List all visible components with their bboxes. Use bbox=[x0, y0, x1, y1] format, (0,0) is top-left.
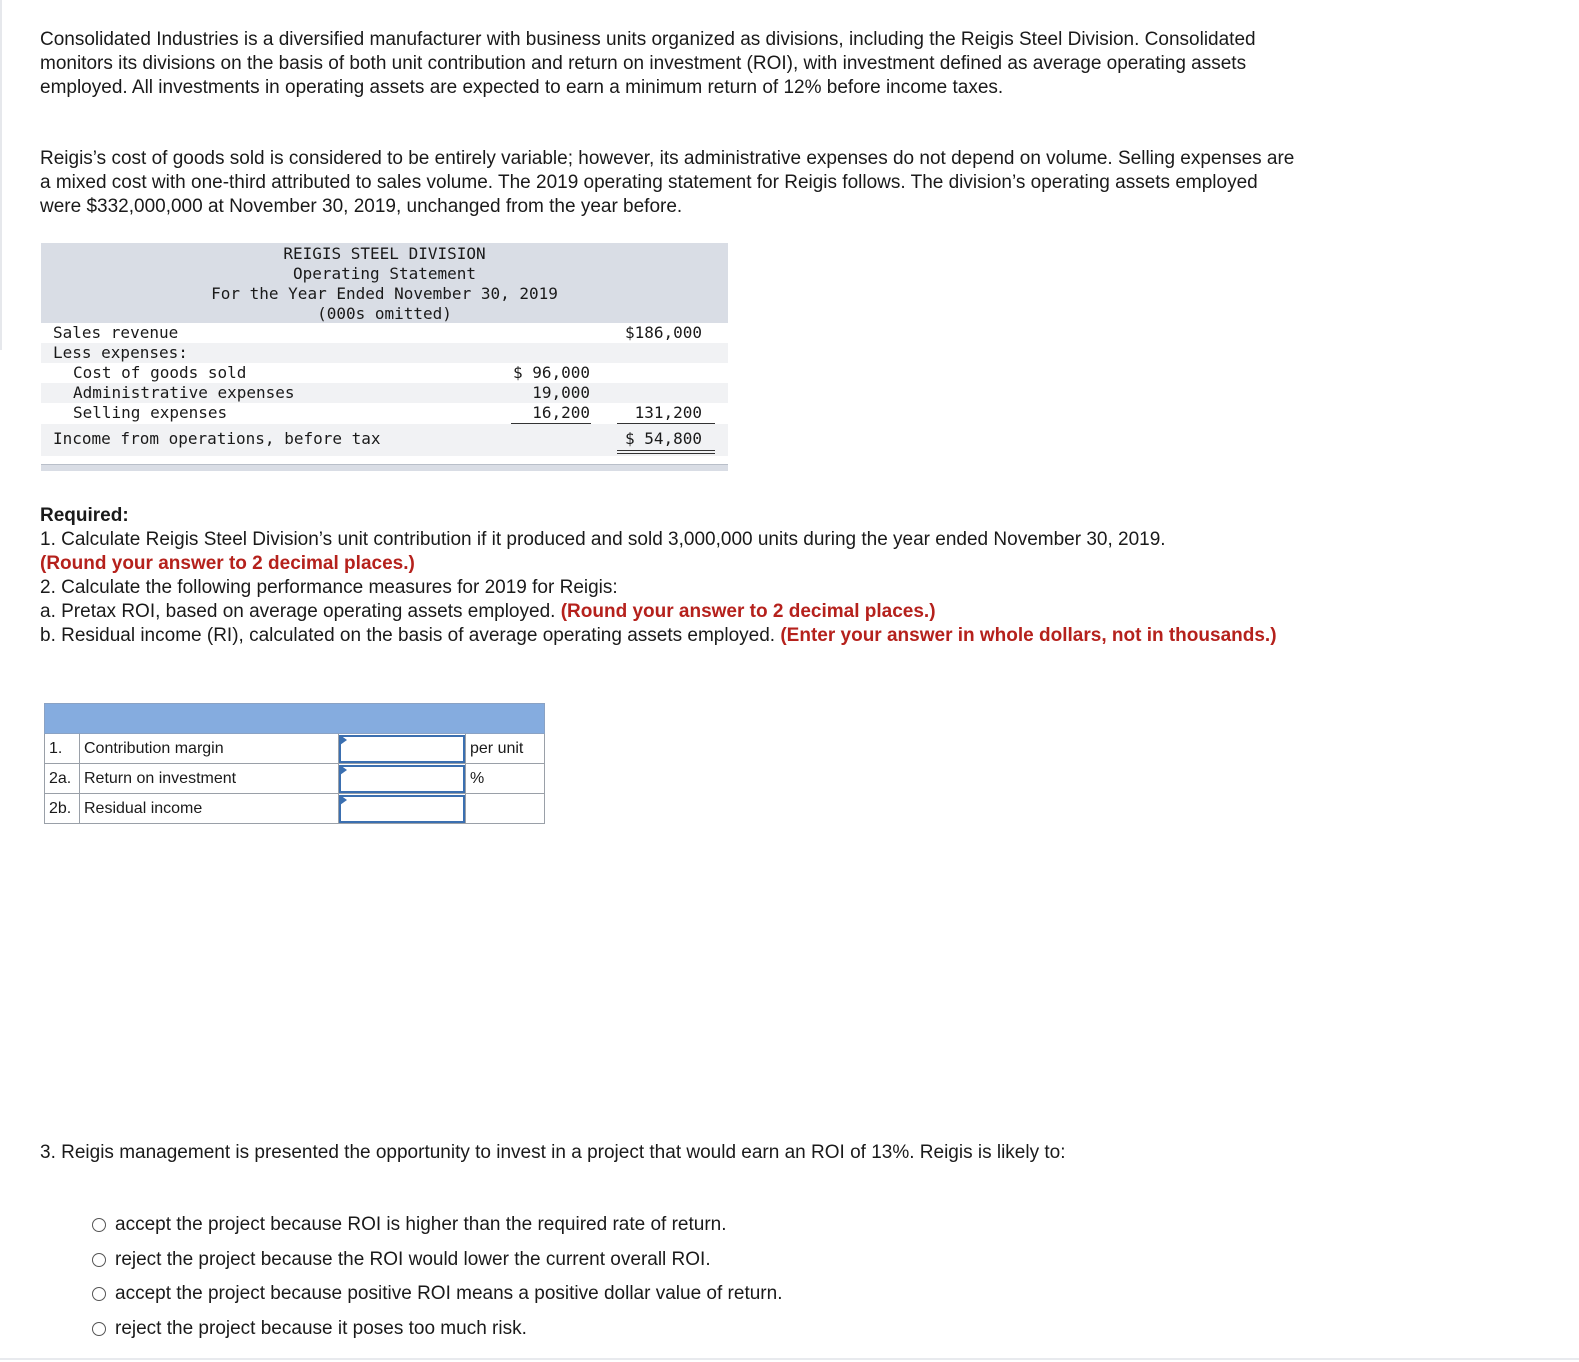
question-2b bbox=[40, 624, 1300, 648]
selling-label: Selling expenses bbox=[73, 403, 228, 422]
question-2: 2. Calculate the following performance measures for 2019 for Reigis: bbox=[40, 577, 618, 598]
sales-revenue-label: Sales revenue bbox=[53, 323, 179, 342]
row-number: 2a. bbox=[45, 764, 80, 794]
admin-row bbox=[41, 383, 728, 403]
option-label: reject the project because the ROI would lower the current overall ROI. bbox=[115, 1248, 711, 1270]
selling-amount: 16,200 bbox=[532, 403, 590, 422]
sales-revenue-total: $186,000 bbox=[624, 323, 702, 342]
row-unit: % bbox=[466, 764, 545, 794]
question-1-note: (Round your answer to 2 decimal places.) bbox=[40, 553, 415, 574]
option-accept-higher-roi[interactable] bbox=[92, 1208, 782, 1243]
question-2a bbox=[40, 600, 1300, 624]
subtotal-underline bbox=[511, 423, 591, 424]
intro-paragraph-1: Consolidated Industries is a diversified manufacturer with business units organized as divisions, including the Reigis Steel Division. Consolidated monitors its divisions on the basis of both unit contribution and return on investment (ROI), with investment defined as average operating assets employed. All investments in operating assets are expected to earn a minimum return of 12% before income taxes. bbox=[40, 29, 1256, 98]
question-1 bbox=[40, 528, 1300, 552]
intro-paragraph-2: Reigis’s cost of goods sold is considered to be entirely variable; however, its administrative expenses do not depend on volume. Selling expenses are a mixed cost with one-third attributed to sales volume. The 2019 operating statement for Reigis follows. The division’s operating assets employed were $332,000,000 at November 30, 2019, unchanged from the year before. bbox=[40, 148, 1295, 217]
radio-button[interactable] bbox=[92, 1322, 106, 1336]
question-2a-note: (Round your answer to 2 decimal places.) bbox=[560, 601, 936, 622]
residual-income-input[interactable] bbox=[339, 795, 465, 823]
answer-table-header bbox=[45, 704, 545, 734]
statement-units-note: (000s omitted) bbox=[317, 304, 452, 323]
left-edge-rule bbox=[0, 0, 2, 350]
contribution-margin-input[interactable] bbox=[339, 735, 465, 763]
selling-row bbox=[41, 403, 728, 423]
statement-bottom-rule bbox=[41, 464, 728, 471]
option-label: accept the project because ROI is higher than the required rate of return. bbox=[115, 1214, 727, 1236]
option-accept-positive-roi[interactable] bbox=[92, 1277, 782, 1312]
statement-subtitle: Operating Statement bbox=[292, 264, 477, 283]
row-label: Return on investment bbox=[80, 764, 339, 794]
option-reject-risk[interactable] bbox=[92, 1312, 782, 1347]
income-total: $ 54,800 bbox=[624, 429, 702, 448]
row-unit bbox=[466, 794, 545, 824]
answer-table bbox=[44, 703, 545, 824]
row-number: 1. bbox=[45, 734, 80, 764]
required-section bbox=[40, 504, 1300, 648]
row-label: Residual income bbox=[80, 794, 339, 824]
admin-label: Administrative expenses bbox=[73, 383, 295, 402]
required-title: Required: bbox=[40, 505, 129, 526]
question-3-options bbox=[92, 1208, 782, 1346]
footer-divider bbox=[0, 1358, 1579, 1360]
operating-statement bbox=[41, 243, 728, 472]
option-label: reject the project because it poses too much risk. bbox=[115, 1317, 527, 1339]
row-number: 2b. bbox=[45, 794, 80, 824]
row-label: Contribution margin bbox=[80, 734, 339, 764]
income-double-underline-2 bbox=[617, 453, 715, 454]
question-2b-note: (Enter your answer in whole dollars, not in thousands.) bbox=[780, 625, 1277, 646]
cogs-row bbox=[41, 363, 728, 383]
radio-button[interactable] bbox=[92, 1287, 106, 1301]
radio-button[interactable] bbox=[92, 1253, 106, 1267]
table-row bbox=[45, 734, 545, 764]
question-2b-text: b. Residual income (RI), calculated on the basis of average operating assets employed. bbox=[40, 625, 776, 646]
less-expenses-label: Less expenses: bbox=[53, 343, 188, 362]
sales-revenue-row bbox=[41, 323, 728, 343]
income-double-underline-1 bbox=[617, 450, 715, 451]
table-row bbox=[45, 794, 545, 824]
statement-title: REIGIS STEEL DIVISION bbox=[283, 244, 486, 263]
cogs-amount: $ 96,000 bbox=[512, 363, 590, 382]
table-row bbox=[45, 764, 545, 794]
total-underline bbox=[617, 423, 715, 424]
income-label: Income from operations, before tax bbox=[53, 429, 381, 448]
income-row bbox=[41, 429, 728, 449]
roi-input[interactable] bbox=[339, 765, 465, 793]
statement-period: For the Year Ended November 30, 2019 bbox=[211, 284, 558, 303]
radio-button[interactable] bbox=[92, 1218, 106, 1232]
admin-amount: 19,000 bbox=[532, 383, 590, 402]
option-reject-lower-roi[interactable] bbox=[92, 1243, 782, 1278]
question-2a-text: a. Pretax ROI, based on average operating assets employed. bbox=[40, 601, 556, 622]
question-1-text: 1. Calculate Reigis Steel Division’s unit contribution if it produced and sold 3,000,000 units during the year ended November 30, 2019. bbox=[40, 529, 1166, 550]
cogs-label: Cost of goods sold bbox=[73, 363, 247, 382]
less-expenses-row bbox=[41, 343, 728, 363]
row-unit: per unit bbox=[466, 734, 545, 764]
option-label: accept the project because positive ROI means a positive dollar value of return. bbox=[115, 1283, 783, 1305]
total-expenses: 131,200 bbox=[634, 403, 702, 422]
question-3-prompt: 3. Reigis management is presented the opportunity to invest in a project that would earn an ROI of 13%. Reigis is likely to: bbox=[40, 1142, 1066, 1163]
